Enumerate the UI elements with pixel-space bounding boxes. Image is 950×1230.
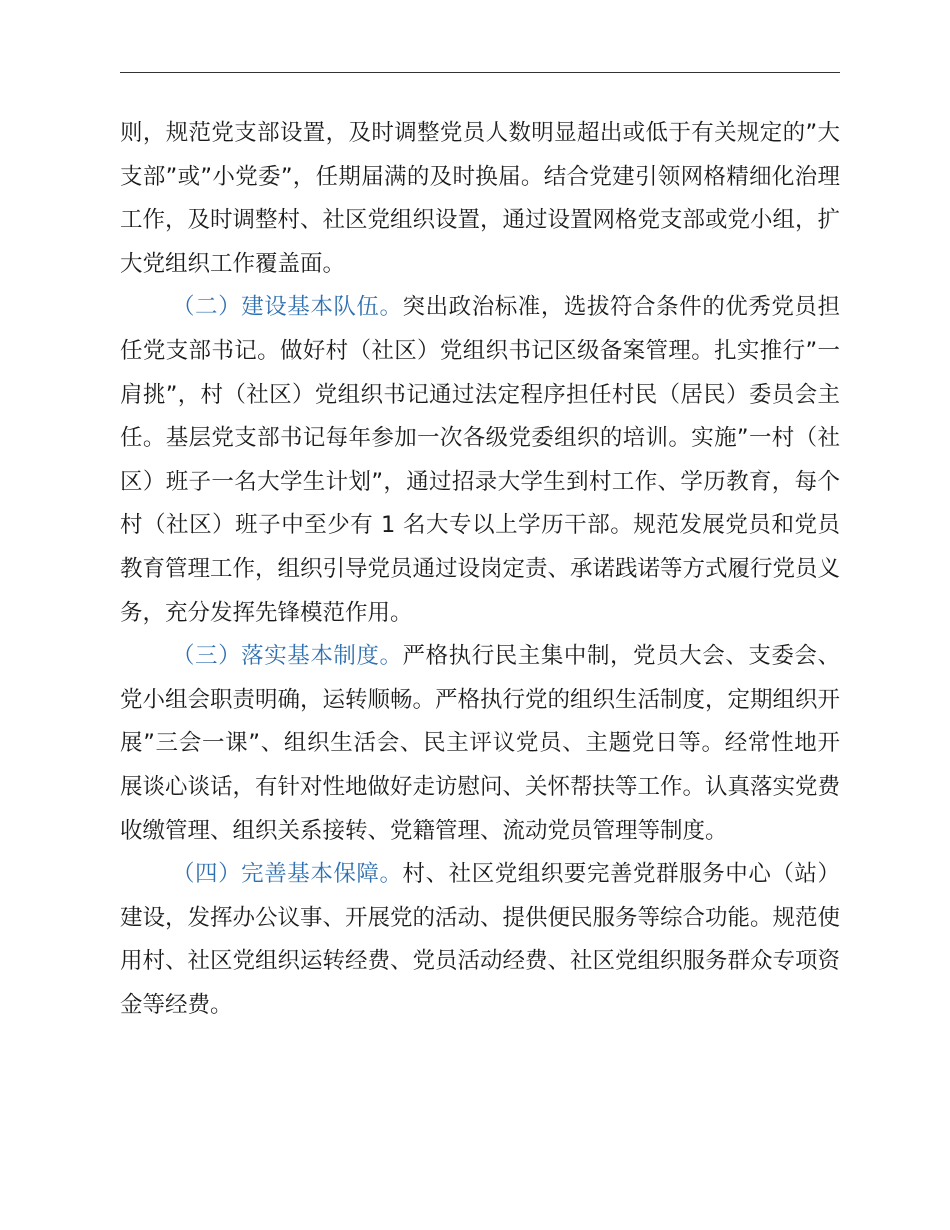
header-rule (120, 72, 840, 73)
paragraph-section-2 (120, 286, 840, 635)
section-heading: （四）完善基本保障。 (172, 861, 403, 888)
paragraph-text: 则，规范党支部设置，及时调整党员人数明显超出或低于有关规定的”大支部”或”小党委”，任期届满的及时换届。结合党建引领网格精细化治理工作，及时调整村、社区党组织设置，通过设置网格党支部或党小组，扩大党组织工作覆盖面。 (120, 120, 841, 277)
section-heading: （三）落实基本制度。 (172, 643, 403, 670)
document-body (120, 112, 840, 1027)
paragraph-text: 严格执行民主集中制，党员大会、支委会、党小组会职责明确，运转顺畅。严格执行党的组织生活制度，定期组织开展”三会一课”、组织生活会、民主评议党员、主题党日等。经常性地开展谈心谈话，有针对性地做好走访慰问、关怀帮扶等工作。认真落实党费收缴管理、组织关系接转、党籍管理、流动党员管理等制度。 (120, 643, 841, 844)
paragraph-section-3 (120, 635, 840, 853)
paragraph-continuation (120, 112, 840, 286)
section-heading: （二）建设基本队伍。 (172, 294, 403, 321)
paragraph-text: 村、社区党组织要完善党群服务中心（站）建设，发挥办公议事、开展党的活动、提供便民服务等综合功能。规范使用村、社区党组织运转经费、党员活动经费、社区党组织服务群众专项资金等经费。 (120, 861, 841, 1018)
paragraph-section-4 (120, 853, 840, 1027)
paragraph-text: 突出政治标准，选拔符合条件的优秀党员担任党支部书记。做好村（社区）党组织书记区级备案管理。扎实推行”一肩挑”，村（社区）党组织书记通过法定程序担任村民（居民）委员会主任。基层党支部书记每年参加一次各级党委组织的培训。实施”一村（社区）班子一名大学生计划”，通过招录大学生到村工作、学历教育，每个村（社区）班子中至少有 1 名大专以上学历干部。规范发展党员和党员教育管理工作，组织引导党员通过设岗定责、承诺践诺等方式履行党员义务，充分发挥先锋模范作用。 (120, 294, 841, 626)
